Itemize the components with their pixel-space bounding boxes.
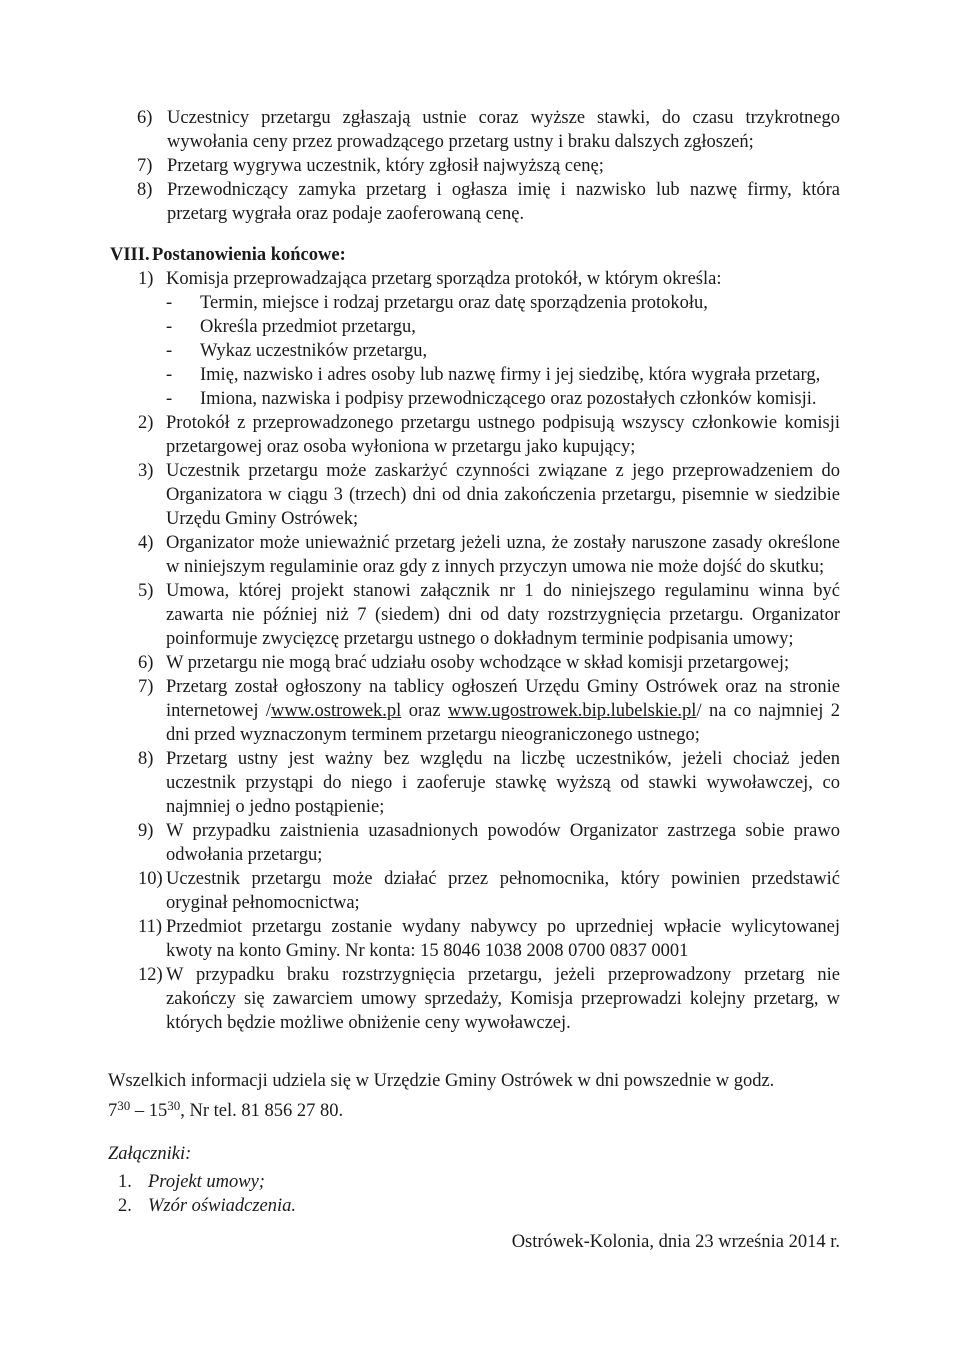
item-text: Uczestnik przetargu może działać przez pełnomocnika, który powinien przedstawić oryginał pełnomocnictwa; [166, 869, 840, 913]
section-title: Postanowienia końcowe: [152, 245, 346, 265]
list-item [108, 963, 840, 1035]
list-item [108, 915, 840, 963]
protocol-contents [166, 291, 840, 411]
item-text: Umowa, której projekt stanowi załącznik nr 1 do niniejszego regulaminu winna być zawarta nie później niż 7 (siedem) dni od daty rozstrzygnięcia przetargu. Organizator poinformuje zwycięzcę przetargu ustnego o dokładnym terminie podpisania umowy; [166, 581, 840, 649]
item-number: 6) [137, 108, 153, 128]
list-item [137, 106, 840, 154]
place-and-date: Ostrówek-Kolonia, dnia 23 września 2014 r. [511, 1232, 840, 1252]
list-item [108, 651, 840, 675]
section-number: VIII. [110, 245, 150, 265]
item-number: 10) [138, 869, 163, 889]
item-number: 2. [118, 1196, 132, 1216]
list-item [108, 1170, 508, 1194]
item-text: Przetarg wygrywa uczestnik, który zgłosił najwyższą cenę; [167, 156, 604, 176]
attachments [108, 1142, 508, 1218]
hours-end-minutes: 30 [167, 1098, 181, 1113]
item-text: Przetarg ustny jest ważny bez względu na liczbę uczestników, jeżeli chociaż jeden uczestnik przystąpi do niego i zaoferuje stawkę wyższą od stawki wywoławczej, co najmniej o jedno postąpienie; [166, 749, 840, 817]
item-number: 4) [138, 533, 154, 553]
item-number: 8) [138, 749, 154, 769]
website-link[interactable]: www.ostrowek.pl [270, 701, 402, 721]
hours-start-minutes: 30 [117, 1098, 131, 1113]
list-item: - Imię, nazwisko i adres osoby lub nazwę firmy i jej siedzibę, która wygrała przetarg, [166, 363, 840, 387]
item-number: 11) [138, 917, 162, 937]
item-text: Przedmiot przetargu zostanie wydany nabywcy po uprzedniej wpłacie wylicytowanej kwoty na konto Gminy. Nr konta: 15 8046 1038 2008 0700 0837 0001 [166, 917, 840, 961]
item-number: 1) [138, 269, 154, 289]
list-item: - Wykaz uczestników przetargu, [166, 339, 840, 363]
item-number: 3) [138, 461, 154, 481]
item-text: Organizator może unieważnić przetarg jeżeli uzna, że zostały naruszone zasady określone w niniejszym regulaminie oraz gdy z innych przyczyn umowa nie może dojść do skutku; [166, 533, 840, 577]
office-hours-text: Wszelkich informacji udziela się w Urzędzie Gminy Ostrówek w dni powszednie w godz. [108, 1071, 775, 1091]
list-item [137, 178, 840, 226]
item-text: Określa przedmiot przetargu, [200, 317, 416, 337]
contact-info [108, 1069, 840, 1123]
item-number: 8) [137, 180, 153, 200]
list-item: - Określa przedmiot przetargu, [166, 315, 840, 339]
item-text: Imię, nazwisko i adres osoby lub nazwę firmy i jej siedzibę, która wygrała przetarg, [200, 365, 821, 385]
list-item [108, 1194, 508, 1218]
item-text: Termin, miejsce i rodzaj przetargu oraz datę sporządzenia protokołu, [200, 293, 708, 313]
item-text-part: / na co najmniej 2 dni przed wyznaczonym terminem przetargu nieograniczonego ustnego; [166, 701, 840, 745]
item-number: 6) [138, 653, 154, 673]
final-provisions-list [108, 267, 840, 1035]
item-text: Protokół z przeprowadzonego przetargu ustnego podpisują wszyscy członkowie komisji przetargowej oraz osoba wyłoniona w przetargu jako kupujący; [166, 413, 840, 457]
item-number: 7) [137, 156, 153, 176]
item-number: 9) [138, 821, 154, 841]
bip-link[interactable]: www.ugostrowek.bip.lubelskie.pl [447, 701, 697, 721]
hours-end: 15 [148, 1101, 168, 1121]
section-heading [110, 243, 840, 267]
list-item [108, 867, 840, 915]
item-text: Wykaz uczestników przetargu, [200, 341, 428, 361]
item-number: 12) [138, 965, 163, 985]
item-text-part: oraz [401, 701, 448, 721]
list-item: - Imiona, nazwiska i podpisy przewodniczącego oraz pozostałych członków komisji. [166, 387, 840, 411]
list-item [108, 747, 840, 819]
item-text: Wzór oświadczenia. [148, 1196, 296, 1216]
item-text: W przypadku zaistnienia uzasadnionych powodów Organizator zastrzega sobie prawo odwołania przetargu; [166, 821, 840, 865]
item-text: Projekt umowy; [148, 1172, 265, 1192]
item-number: 5) [138, 581, 154, 601]
item-text: Uczestnicy przetargu zgłaszają ustnie coraz wyższe stawki, do czasu trzykrotnego wywołania ceny przez prowadzącego przetarg ustny i braku dalszych zgłoszeń; [167, 108, 840, 152]
top-list [137, 106, 840, 226]
list-item [137, 154, 840, 178]
office-hours-line [108, 1099, 840, 1123]
hours-separator: – [130, 1101, 149, 1121]
phone-number: , Nr tel. 81 856 27 80. [180, 1101, 344, 1121]
list-item [108, 267, 840, 411]
list-item [108, 411, 840, 459]
item-text: W przypadku braku rozstrzygnięcia przetargu, jeżeli przeprowadzony przetarg nie zakończy się zawarciem umowy sprzedaży, Komisja przeprowadzi kolejny przetarg, w których będzie możliwe obniżenie ceny wywoławczej. [166, 965, 840, 1033]
list-item [108, 579, 840, 651]
item-text: Przewodniczący zamyka przetarg i ogłasza imię i nazwisko lub nazwę firmy, która przetarg wygrała oraz podaje zaoferowaną cenę. [167, 180, 840, 224]
item-number: 7) [138, 677, 154, 697]
list-item [108, 531, 840, 579]
attachments-heading: Załączniki: [108, 1144, 192, 1164]
item-text [166, 675, 840, 747]
item-text: Uczestnik przetargu może zaskarżyć czynności związane z jego przeprowadzeniem do Organizatora w ciągu 3 (trzech) dni od dnia zakończenia przetargu, pisemnie w siedzibie Urzędu Gminy Ostrówek; [166, 461, 840, 529]
item-text: W przetargu nie mogą brać udziału osoby wchodzące w skład komisji przetargowej; [166, 653, 790, 673]
item-text-part: Przetarg został ogłoszony na tablicy ogłoszeń Urzędu Gminy Ostrówek oraz na stronie internetowej / [166, 677, 840, 721]
list-item [108, 819, 840, 867]
hours-start: 7 [108, 1101, 118, 1121]
item-text: Komisja przeprowadzająca przetarg sporządza protokół, w którym określa: [166, 269, 722, 289]
list-item: - Termin, miejsce i rodzaj przetargu oraz datę sporządzenia protokołu, [166, 291, 840, 315]
item-text: Imiona, nazwiska i podpisy przewodniczącego oraz pozostałych członków komisji. [200, 389, 817, 409]
item-number: 1. [118, 1172, 132, 1192]
item-number: 2) [138, 413, 154, 433]
list-item [108, 459, 840, 531]
list-item [108, 675, 840, 747]
